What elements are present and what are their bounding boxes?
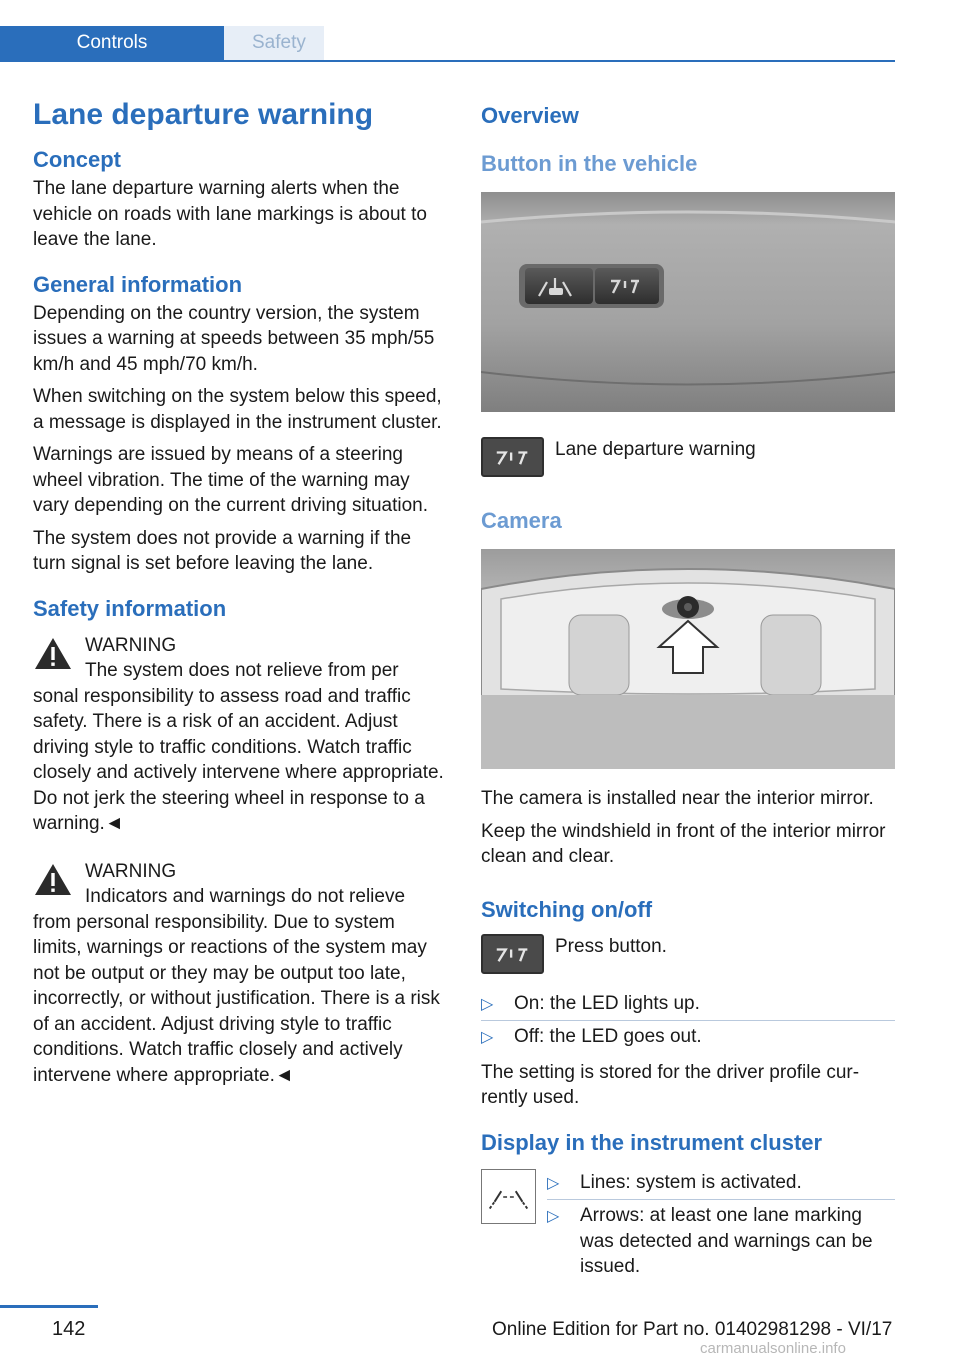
triangle-bullet-icon: ▷: [547, 1174, 560, 1192]
left-column: [33, 96, 448, 1106]
list-item: ▷ Lines: system is activated.: [547, 1167, 895, 1201]
camera-photo: [481, 549, 895, 769]
right-column: [481, 102, 895, 1290]
display-heading: Display in the instrument cluster: [481, 1129, 823, 1155]
warning-block: [33, 633, 448, 837]
warning-block: [33, 859, 448, 1089]
list-item: ▷ Arrows: at least one lane marking was detected and warnings can be issued.: [547, 1205, 873, 1277]
warning-text: [33, 658, 448, 837]
section-tabs: [0, 26, 895, 62]
switch-caption: Press button.: [555, 935, 667, 957]
warning-text-rest: from personal responsibility. Due to system limits, warnings or reactions of the system may not be output or they may be output too late, incorrectly, or without justification. There is a risk of an accident. Adjust driving style to traffic conditions. Watch traffic closely and actively intervene where appropriate.◄: [33, 911, 440, 1086]
general-heading: General information: [33, 271, 243, 297]
warning-label: WARNING: [85, 634, 177, 656]
switch-heading: Switching on/off: [481, 896, 653, 922]
warning-triangle-icon: [33, 861, 73, 897]
edition-text: Online Edition for Part no. 01402981298 - VI/17: [492, 1319, 893, 1340]
camera-paragraph: The camera is installed near the interior mirror.: [481, 788, 874, 809]
warning-text-first-line: The system does not relieve from per: [85, 660, 399, 681]
lane-departure-button-icon: [481, 934, 544, 974]
switch-list: [481, 988, 895, 1054]
page-number: 142: [52, 1318, 86, 1340]
concept-heading: Concept: [33, 147, 121, 172]
triangle-bullet-icon: ▷: [547, 1208, 560, 1225]
lane-departure-button-icon: [481, 437, 544, 477]
general-paragraph: Depending on the country version, the system issues a warning at speeds between 35 mph/55 km/h and 45 mph/70 km/h.: [33, 302, 435, 375]
triangle-bullet-icon: ▷: [481, 1029, 494, 1046]
general-paragraph: When switching on the system below this speed, a message is displayed in the instrument cluster.: [33, 386, 442, 433]
warning-text-first-line: Indicators and warnings do not relieve: [85, 886, 406, 907]
watermark: carmanualsonline.info: [700, 1340, 846, 1357]
display-list: [547, 1167, 895, 1284]
button-legend: [481, 437, 895, 479]
warning-text: [33, 884, 448, 1088]
warning-label: WARNING: [85, 860, 177, 882]
list-item: ▷ On: the LED lights up.: [481, 988, 895, 1022]
warning-triangle-icon: [33, 635, 73, 671]
tab-safety[interactable]: Safety: [224, 26, 324, 60]
general-paragraph: Warnings are issued by means of a steering wheel vibration. The time of the warning may vary depending on the current driving situation.: [33, 444, 429, 516]
button-heading: Button in the vehicle: [481, 151, 698, 176]
concept-text: The lane departure warning alerts when the vehicle on roads with lane markings is about to leave the lane.: [33, 178, 427, 250]
camera-heading: Camera: [481, 508, 562, 533]
tab-controls[interactable]: Controls: [0, 26, 224, 60]
page-title: Lane departure warning: [33, 98, 374, 131]
list-item: ▷ Off: the LED goes out.: [481, 1021, 895, 1054]
lane-lines-cluster-icon: [481, 1169, 536, 1224]
overview-heading: Overview: [481, 103, 579, 128]
switch-note: The setting is stored for the driver profile currently used.: [481, 1061, 860, 1108]
button-panel-photo: [481, 192, 895, 412]
general-paragraph: The system does not provide a warning if the turn signal is set before leaving the lane.: [33, 527, 412, 574]
warning-text-rest: sonal responsibility to assess road and traffic safety. There is a risk of an accident. Adjust driving style to traffic conditions. Watch traffic closely and actively intervene where appropriate. Do not jerk the steering wheel in response to a warning.◄: [33, 685, 444, 834]
footer-rule: [0, 1305, 98, 1308]
display-legend: [481, 1167, 895, 1284]
switch-button-legend: [481, 934, 895, 976]
button-caption: Lane departure warning: [555, 439, 756, 460]
camera-paragraph: Keep the windshield in front of the interior mirror clean and clear.: [481, 820, 886, 867]
triangle-bullet-icon: ▷: [481, 995, 494, 1013]
safety-heading: Safety information: [33, 595, 227, 621]
